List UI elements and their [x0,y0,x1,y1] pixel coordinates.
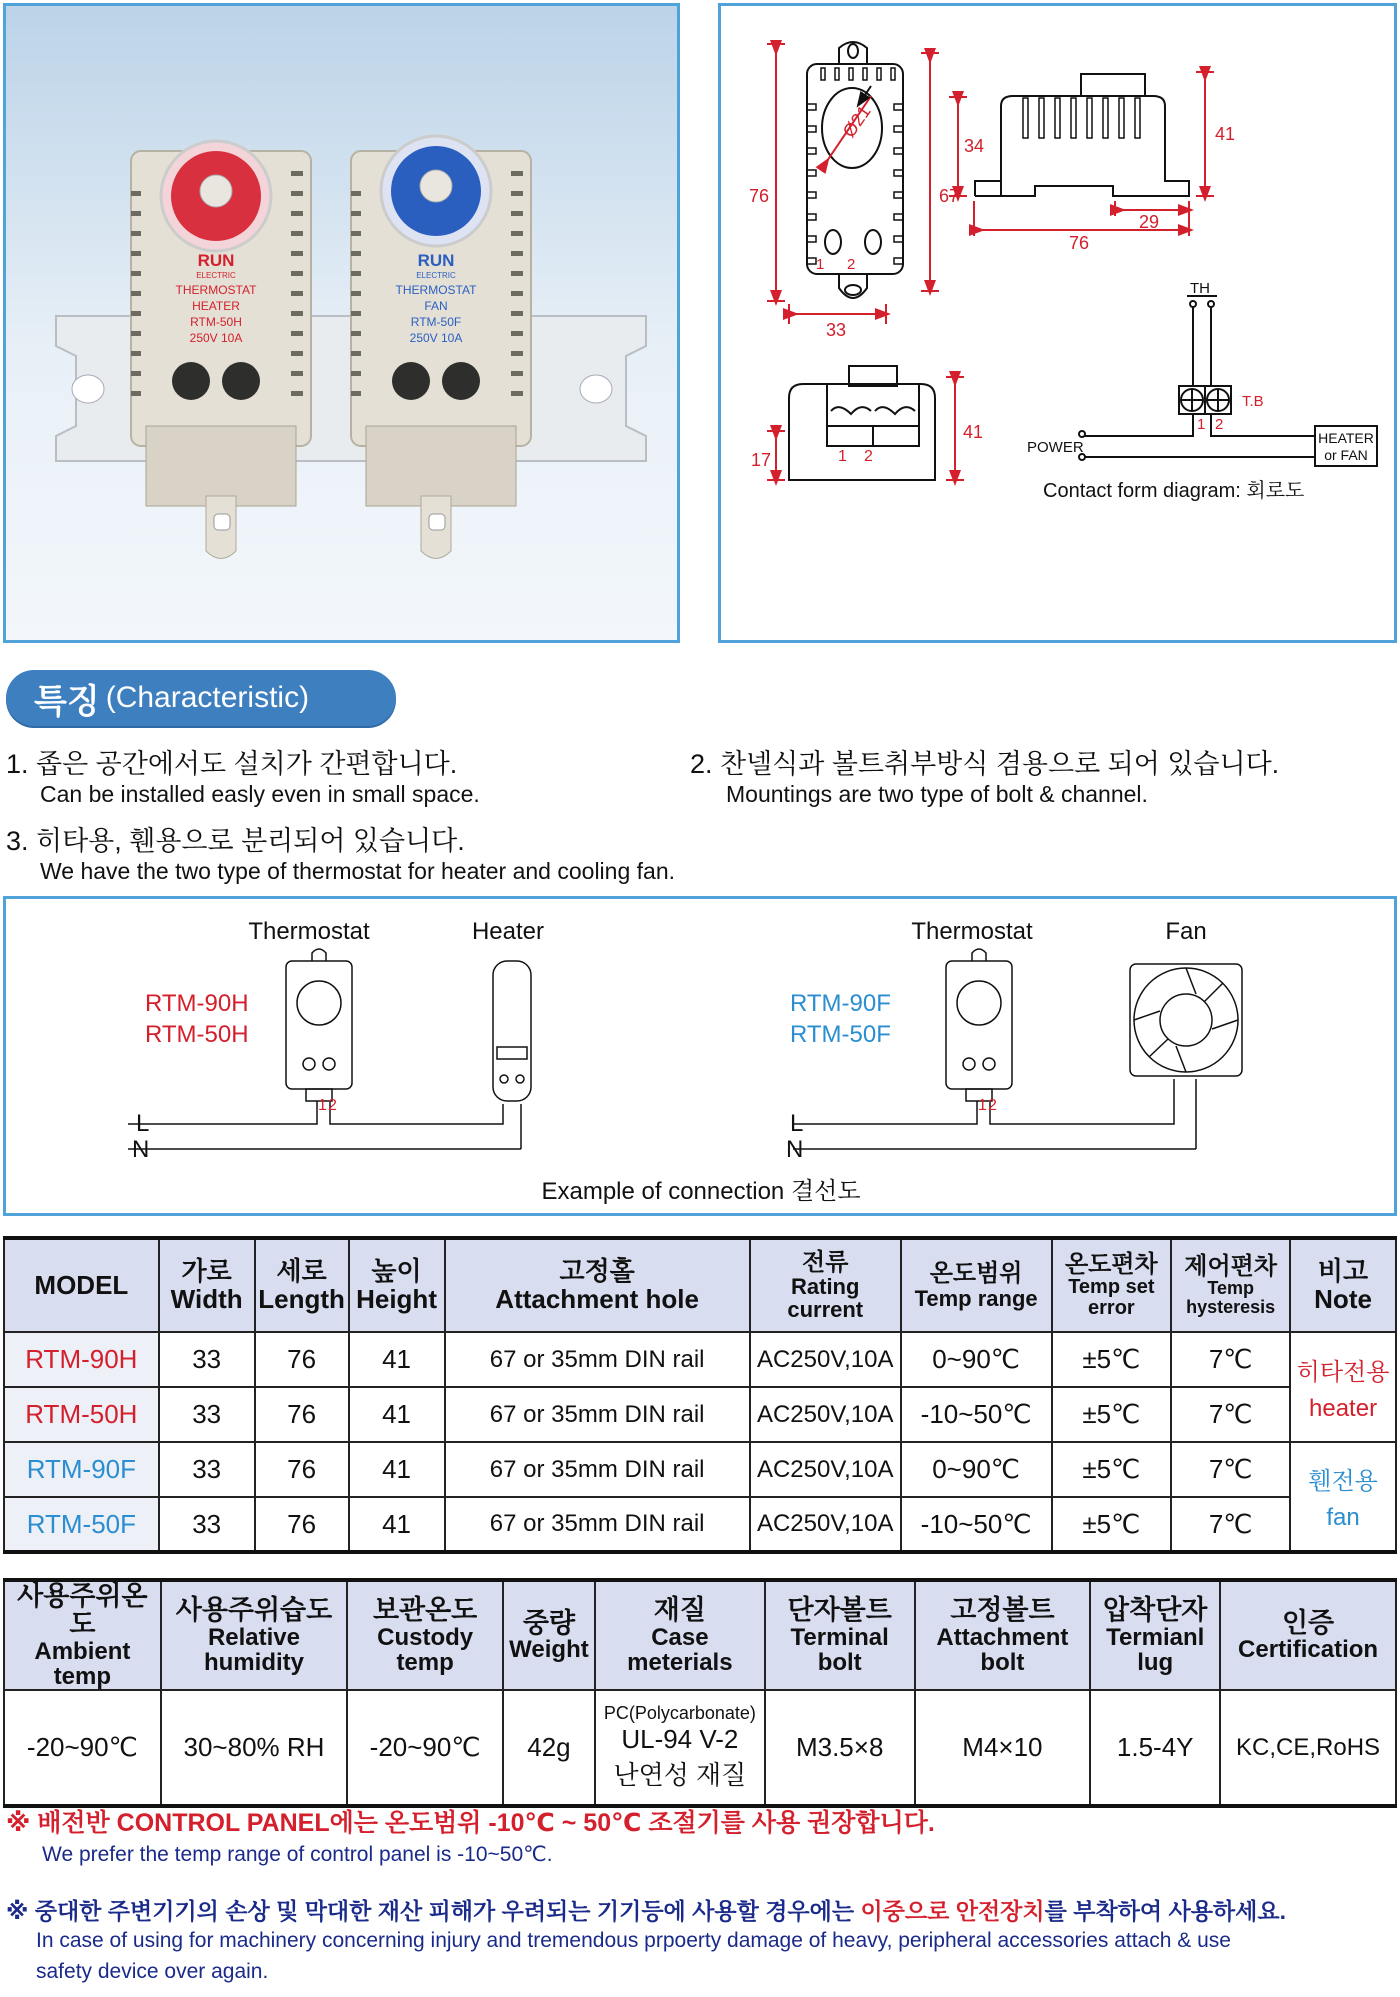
certification-cell: KC,CE,RoHS [1220,1690,1396,1806]
svg-text:N: N [786,1136,804,1163]
characteristic-title-en: (Characteristic) [105,681,310,714]
hysteresis-cell: 7℃ [1171,1387,1290,1442]
width-cell: 33 [159,1387,255,1442]
svg-text:Heater: Heater [471,918,545,945]
terminal-bolt-cell: M3.5×8 [765,1690,915,1806]
svg-text:17: 17 [751,450,772,470]
header-ambient-temp: 사용주위온도 Ambient temp [4,1580,161,1690]
safety-note-en-2: safety device over again. [36,1960,269,1983]
table-row [4,1442,1396,1497]
width-cell: 33 [159,1442,255,1497]
hysteresis-cell: 7℃ [1171,1442,1290,1497]
header-temp-hysteresis: 제어편차 Temp hysteresis [1171,1238,1290,1332]
header-humidity: 사용주위습도 Relative humidity [161,1580,348,1690]
svg-text:RTM-50H: RTM-50H [190,315,242,329]
spec-header-row [4,1238,1396,1332]
length-cell: 76 [255,1442,349,1497]
safety-note-highlight: 이중으로 안전장치 [860,1898,1045,1924]
svg-text:ELECTRIC: ELECTRIC [196,271,236,280]
svg-text:34: 34 [964,136,985,156]
characteristic-item-1-en: Can be installed easly even in small space. [40,781,480,807]
model-cell: RTM-50H [4,1387,159,1442]
svg-text:ELECTRIC: ELECTRIC [416,271,456,280]
svg-text:2: 2 [847,256,856,273]
attachment-bolt-cell: M4×10 [915,1690,1091,1806]
characteristic-item-2: 2. 찬넬식과 볼트취부방식 겸용으로 되어 있습니다. [690,749,1280,779]
current-cell: AC250V,10A [750,1387,901,1442]
svg-text:THERMOSTAT: THERMOSTAT [395,283,477,297]
svg-text:RTM-50F: RTM-50F [410,315,462,329]
svg-text:1: 1 [978,1097,987,1114]
svg-text:L: L [790,1110,804,1137]
length-cell: 76 [255,1332,349,1387]
header-rating-current: 전류 Rating current [750,1238,901,1332]
height-cell: 41 [349,1442,445,1497]
ambient-cell: -20~90℃ [4,1690,161,1806]
fan-thermostat-unit [351,136,531,559]
header-weight: 중량 Weight [503,1580,595,1690]
table-row [4,1387,1396,1442]
bottom-view [789,366,935,480]
svg-text:N: N [132,1136,150,1163]
characteristic-title-ko: 특징 [34,682,100,721]
svg-text:2: 2 [988,1097,997,1114]
set-error-cell: ±5℃ [1052,1332,1172,1387]
model-cell: RTM-90F [4,1442,159,1497]
svg-text:67: 67 [939,186,960,206]
svg-text:250V 10A: 250V 10A [189,331,243,345]
model-spec-table [3,1236,1397,1554]
header-height: 높이 Height [349,1238,445,1332]
svg-text:RUN: RUN [197,251,235,270]
thermostat-photo-illustration [6,6,677,640]
svg-text:RTM-90H: RTM-90H [145,990,249,1017]
header-case-material: 재질 Case meterials [595,1580,765,1690]
svg-text:RUN: RUN [417,251,455,270]
header-note: 비고 Note [1290,1238,1396,1332]
hole-cell: 67 or 35mm DIN rail [445,1387,750,1442]
current-cell: AC250V,10A [750,1442,901,1497]
side-view [975,74,1189,196]
svg-text:2: 2 [1215,416,1224,433]
set-error-cell: ±5℃ [1052,1497,1172,1552]
svg-text:41: 41 [1215,124,1236,144]
svg-text:Contact form diagram: 회로도: Contact form diagram: 회로도 [1043,480,1305,502]
svg-text:2: 2 [864,448,873,465]
height-cell: 41 [349,1497,445,1552]
header-terminal-bolt: 단자볼트 Terminal bolt [765,1580,915,1690]
table-row [4,1497,1396,1552]
table-row [4,1332,1396,1387]
table-row [4,1690,1396,1806]
header-certification: 인증 Certification [1220,1580,1396,1690]
connection-example-panel [3,896,1397,1216]
hysteresis-cell: 7℃ [1171,1332,1290,1387]
header-attachment-bolt: 고정볼트 Attachment bolt [915,1580,1091,1690]
svg-text:41: 41 [963,422,984,442]
dimension-drawings [721,6,1394,640]
current-cell: AC250V,10A [750,1332,901,1387]
header-model: MODEL [4,1238,159,1332]
svg-text:76: 76 [1069,233,1090,253]
svg-text:250V 10A: 250V 10A [409,331,463,345]
fan-connection [786,918,1242,1163]
characteristic-item-1: 1. 좁은 공간에서도 설치가 간편합니다. [6,749,458,779]
svg-text:POWER: POWER [1027,439,1084,456]
hole-cell: 67 or 35mm DIN rail [445,1497,750,1552]
safety-note: ※ 중대한 주변기기의 손상 및 막대한 재산 피해가 우려되는 기기등에 사용할 경우에는 이중으로 안전장치를 부착하여 사용하세요. [6,1898,1286,1924]
width-cell: 33 [159,1332,255,1387]
svg-text:1: 1 [838,448,847,465]
dimension-drawing-panel [718,3,1397,643]
svg-text:Thermostat: Thermostat [911,918,1033,945]
hole-cell: 67 or 35mm DIN rail [445,1442,750,1497]
range-cell: 0~90℃ [901,1442,1052,1497]
characteristic-item-2-en: Mountings are two type of bolt & channel. [726,781,1148,807]
length-cell: 76 [255,1387,349,1442]
product-photo [3,3,680,643]
header-custody-temp: 보관온도 Custody temp [347,1580,503,1690]
header-attachment-hole: 고정홀 Attachment hole [445,1238,750,1332]
svg-text:Ø21: Ø21 [838,101,875,142]
characteristic-item-3-en: We have the two type of thermostat for heater and cooling fan. [40,858,676,884]
range-cell: -10~50℃ [901,1497,1052,1552]
svg-text:RTM-90F: RTM-90F [790,990,891,1017]
svg-text:1: 1 [816,256,825,273]
svg-text:2: 2 [328,1097,337,1114]
height-cell: 41 [349,1332,445,1387]
safety-note-en-1: In case of using for machinery concerning injury and tremendous prpoerty damage of heavy, peripheral accessories attach & use [36,1929,1231,1952]
header-temp-range: 온도범위 Temp range [901,1238,1052,1332]
svg-text:L: L [136,1110,150,1137]
characteristic-badge [6,670,396,726]
svg-text:Thermostat: Thermostat [248,918,370,945]
weight-cell: 42g [503,1690,595,1806]
header-width: 가로 Width [159,1238,255,1332]
length-cell: 76 [255,1497,349,1552]
control-panel-note-en: We prefer the temp range of control panel is -10~50℃. [42,1843,553,1866]
connection-diagrams [6,899,1394,1213]
current-cell: AC250V,10A [750,1497,901,1552]
heater-thermostat-unit [131,141,311,559]
svg-text:76: 76 [749,186,770,206]
svg-text:RTM-50F: RTM-50F [790,1021,891,1048]
custody-cell: -20~90℃ [347,1690,503,1806]
svg-text:THERMOSTAT: THERMOSTAT [175,283,257,297]
svg-text:TH: TH [1190,280,1210,297]
header-temp-set-error: 온도편차 Temp set error [1052,1238,1172,1332]
svg-text:1: 1 [1197,416,1206,433]
control-panel-note: ※ 배전반 CONTROL PANEL에는 온도범위 -10℃ ~ 50℃ 조절기를 사용 권장합니다. [6,1809,935,1837]
lug-cell: 1.5-4Y [1090,1690,1220,1806]
svg-text:29: 29 [1139,212,1160,232]
model-cell: RTM-50F [4,1497,159,1552]
note-fan-cell: 휀전용 fan [1290,1442,1396,1552]
svg-text:or FAN: or FAN [1324,447,1368,463]
hysteresis-cell: 7℃ [1171,1497,1290,1552]
svg-text:RTM-50H: RTM-50H [145,1021,249,1048]
connection-caption: Example of connection 결선도 [541,1178,861,1205]
range-cell: 0~90℃ [901,1332,1052,1387]
note-heater-cell: 히타전용 heater [1290,1332,1396,1442]
env-header-row [4,1580,1396,1690]
height-cell: 41 [349,1387,445,1442]
svg-text:33: 33 [826,320,847,340]
svg-text:FAN: FAN [424,299,448,313]
heater-connection [128,918,544,1163]
set-error-cell: ±5℃ [1052,1387,1172,1442]
hole-cell: 67 or 35mm DIN rail [445,1332,750,1387]
svg-text:1: 1 [318,1097,327,1114]
width-cell: 33 [159,1497,255,1552]
svg-text:Fan: Fan [1165,918,1207,945]
header-length: 세로 Length [255,1238,349,1332]
material-cell: PC(Polycarbonate) UL-94 V-2 난연성 재질 [595,1690,765,1806]
svg-text:HEATER: HEATER [1318,430,1374,446]
model-cell: RTM-90H [4,1332,159,1387]
humidity-cell: 30~80% RH [161,1690,348,1806]
svg-text:HEATER: HEATER [192,299,240,313]
svg-text:T.B: T.B [1242,393,1264,410]
environment-spec-table [3,1578,1397,1808]
characteristic-item-3: 3. 히타용, 휀용으로 분리되어 있습니다. [6,826,465,856]
range-cell: -10~50℃ [901,1387,1052,1442]
header-terminal-lug: 압착단자 Termianl lug [1090,1580,1220,1690]
set-error-cell: ±5℃ [1052,1442,1172,1497]
